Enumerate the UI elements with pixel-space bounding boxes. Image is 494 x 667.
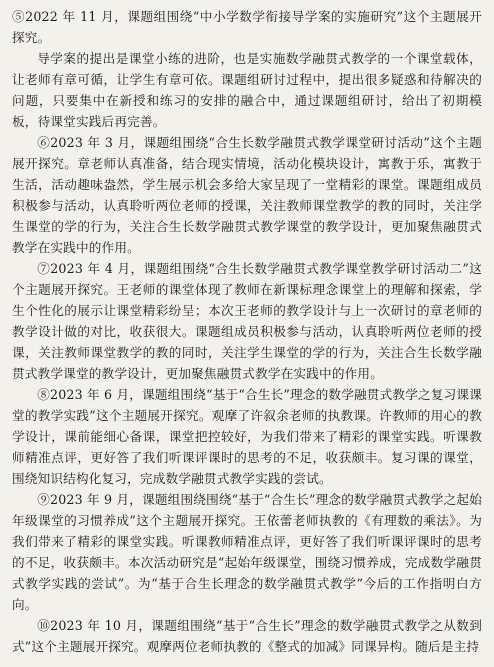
paragraph: 导学案的提出是课堂小练的进阶，也是实施数学融贯式教学的一个课堂载体，让老师有章可循，让学生有章可依。课题组研讨过程中，提出很多疑惑和待解决的问题，只要集中在新授和练习的安排的融合中，通过课题组研讨，给出了初期模板，待课堂实践后再完善。 [12,51,482,129]
paragraph-5-cont [12,6,482,48]
paragraph: ⑩2023 年 10 月，课题组围绕“基于“合生长”理念的数学融贯式教学之从数到式”这个主题展开探究。观摩两位老师执教的《整式的加减》同课异构。随后是主持 [12,618,482,654]
paragraph: ⑨2023 年 9 月，课题组围绕围绕“基于“合生长”理念的数学融贯式教学之起始年级课堂的习惯养成”这个主题展开探究。王依蕾老师执教的《有理数的乘法》。为我们带来了精彩的课堂实践。听课教师精准点评，更好答了我们听课评课时的思考的不足，收获颇丰。本次活动研究是“起始年级课堂，围绕习惯养成，完成数学融贯式教学实践的尝试”。为“基于合生长理念的数学融贯式教学”今后的工作指明白方向。 [12,492,482,612]
paragraph: ⑤2022 年 11 月，课题组围绕“中小学数学衔接导学案的实施研究”这个主题展开探究。 [12,9,482,45]
paragraph: ⑧2023 年 6 月，课题组围绕“基于“合生长”理念的数学融贯式教学之复习课课堂的教学实践”这个主题展开探究。观摩了许叙余老师的执教课。许教师的用心的教学设计，课前能细心备课，课堂把控较好，为我们带来了精彩的课堂实践。听课教师精准点评，更好答了我们听课评课时的思考的不足，收获颇丰。复习课的课堂，围绕知识结构化复习，完成数学融贯式教学实践的尝试。 [12,387,482,486]
paragraph: ⑥2023 年 3 月，课题组围绕“合生长数学融贯式教学课堂研讨活动”这个主题展开探究。章老师认真准备，结合现实情境，活动化模块设计，寓教于乐，寓教于生活，活动趣味盎然，学生展示机会多给大家呈现了一堂精彩的课堂。课题组成员积极参与活动，认真聆听两位老师的授课，关注教师课堂教学的教的同时，关注学生课堂的学的行为，关注合生长数学融贯式教学课堂的教学设计，更加聚焦融贯式教学在实践中的作用。 [12,135,482,255]
paragraph: ⑦2023 年 4 月，课题组围绕“合生长数学融贯式教学课堂教学研讨活动二”这个主题展开探究。王老师的课堂体现了教师在新课标理念课堂上的理解和探索，学生个性化的展示让课堂精彩纷呈；本次王老师的教学设计与上一次研讨的章老师的教学设计做的对比，收获很大。课题组成员积极参与活动，认真聆听两位老师的授课，关注教师课堂教学的教的同时，关注学生课堂的学的行为，关注合生长数学融贯式教学课堂的教学设计，更加聚焦融贯式教学在实践中的作用。 [12,261,482,381]
